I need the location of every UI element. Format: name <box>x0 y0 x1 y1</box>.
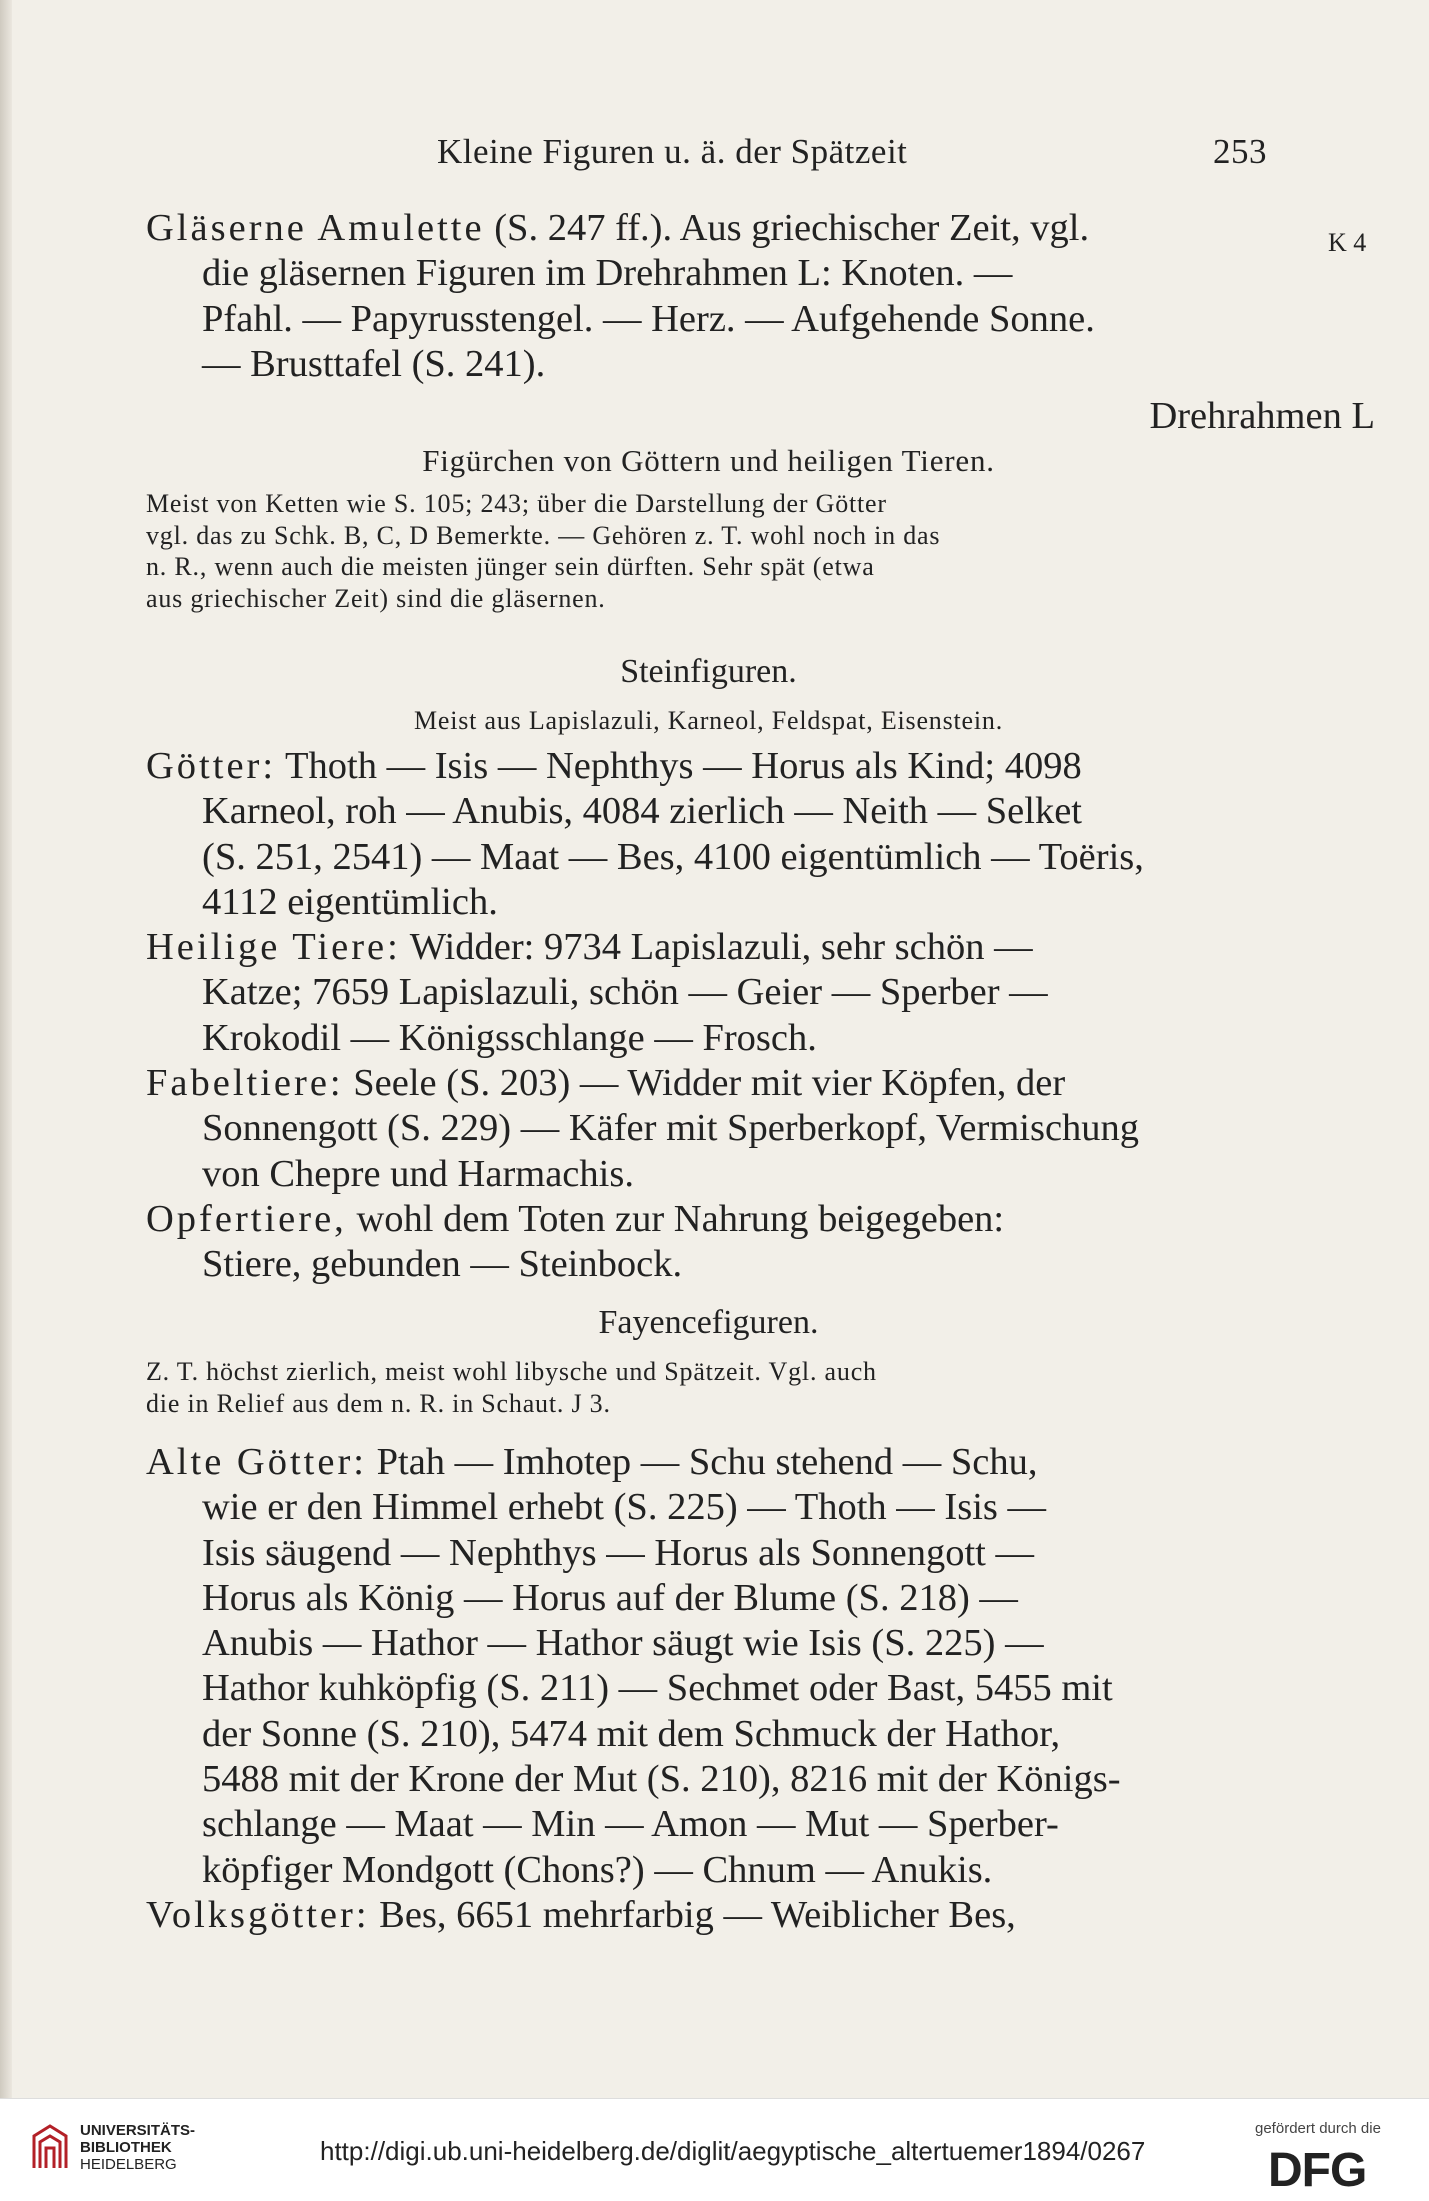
funded-by-text: gefördert durch die <box>1255 2120 1381 2137</box>
note-line: aus griechischer Zeit) sind die gläsernen. <box>146 583 606 613</box>
entry-text: Thoth — Isis — Nephthys — Horus als Kind; 4098 <box>276 745 1082 787</box>
entry-line: Karneol, roh — Anubis, 4084 zierlich — Neith — Selket <box>202 790 1082 833</box>
entry-line <box>146 744 1271 789</box>
entry-head: Gläserne Amulette <box>146 207 485 249</box>
library-name <box>80 2122 195 2173</box>
entry-text: Widder: 9734 Lapislazuli, sehr schön — <box>400 926 1033 969</box>
note-line: Meist von Ketten wie S. 105; 243; über die Darstellung der Götter <box>146 489 887 518</box>
entry-line: 4112 eigentümlich. <box>202 880 498 923</box>
entry-line: der Sonne (S. 210), 5474 mit dem Schmuck der Hathor, <box>202 1712 1061 1755</box>
section-glaeserne-amulette <box>146 206 1271 387</box>
entry-line: köpfiger Mondgott (Chons?) — Chnum — Anukis. <box>202 1848 993 1891</box>
entry-line: Hathor kuhköpfig (S. 211) — Sechmet oder Bast, 5455 mit <box>202 1667 1113 1710</box>
note-line: n. R., wenn auch die meisten jünger sein dürften. Sehr spät (etwa <box>146 552 875 581</box>
entry-line <box>146 1440 1271 1485</box>
entry-line: Stiere, gebunden — Steinbock. <box>202 1243 683 1286</box>
entry-line: Katze; 7659 Lapislazuli, schön — Geier — Sperber — <box>202 971 1048 1014</box>
entry-line: — Brusttafel (S. 241). <box>202 342 546 385</box>
entry-line: von Chepre und Harmachis. <box>202 1152 634 1195</box>
note-line: die in Relief aus dem n. R. in Schaut. J 3. <box>146 1388 611 1418</box>
library-name-line: BIBLIOTHEK <box>80 2139 172 2156</box>
entries-steinfiguren <box>146 744 1271 1288</box>
entries-fayencefiguren <box>146 1440 1271 1938</box>
heading-fayencefiguren: Fayencefiguren. <box>598 1304 819 1341</box>
entry-line <box>146 925 1271 970</box>
entry-line: Anubis — Hathor — Hathor säugt wie Isis (S. 225) — <box>202 1622 1044 1665</box>
entry-line: Isis säugend — Nephthys — Horus als Sonnengott — <box>202 1531 1034 1574</box>
entry-line: wie er den Himmel erhebt (S. 225) — Thoth — Isis — <box>202 1486 1047 1529</box>
entry-line: Sonnengott (S. 229) — Käfer mit Sperberkopf, Vermischung <box>202 1107 1140 1150</box>
entry-text: Bes, 6651 mehrfarbig — Weiblicher Bes, <box>369 1893 1016 1936</box>
entry-line <box>146 1197 1271 1242</box>
entry-line: Horus als König — Horus auf der Blume (S. 218) — <box>202 1576 1018 1619</box>
entry-line: 5488 mit der Krone der Mut (S. 210), 8216 mit der Königs- <box>202 1758 1121 1801</box>
library-name-line: UNIVERSITÄTS- <box>80 2122 196 2139</box>
entry-line <box>146 206 1271 251</box>
entry-text: wohl dem Toten zur Nahrung beigegeben: <box>346 1197 1005 1240</box>
entry-line <box>146 1061 1271 1106</box>
entry-head: Fabeltiere: <box>146 1062 344 1105</box>
entry-head: Götter: <box>146 745 277 787</box>
entry-line: Pfahl. — Papyrusstengel. — Herz. — Aufgehende Sonne. <box>202 297 1095 340</box>
entry-text: (S. 247 ff.). Aus griechischer Zeit, vgl. <box>484 207 1090 249</box>
entry-text: Seele (S. 203) — Widder mit vier Köpfen, der <box>343 1062 1066 1105</box>
entry-line: (S. 251, 2541) — Maat — Bes, 4100 eigentümlich — Toëris, <box>202 835 1144 878</box>
entry-head: Opfertiere, <box>146 1197 347 1240</box>
margin-note-k4: K 4 <box>1328 228 1367 257</box>
dfg-logo: DFG <box>1268 2144 1367 2197</box>
entry-line <box>146 1893 1271 1938</box>
entry-head: Alte Götter: <box>146 1441 367 1483</box>
note-line: vgl. das zu Schk. B, C, D Bemerkte. — Gehören z. T. wohl noch in das <box>146 520 941 550</box>
entry-text: Ptah — Imhotep — Schu stehend — Schu, <box>366 1441 1038 1483</box>
heading-steinfiguren: Steinfiguren. <box>620 653 797 690</box>
entry-head: Volksgötter: <box>146 1893 370 1936</box>
university-library-logo-icon <box>30 2122 70 2172</box>
permalink-url[interactable]: http://digi.ub.uni-heidelberg.de/diglit/aegyptische_altertuemer1894/0267 <box>320 2136 1146 2166</box>
note-fayencefiguren <box>146 1356 1271 1419</box>
entry-head: Heilige Tiere: <box>146 926 401 969</box>
entry-line: Krokodil — Königsschlange — Frosch. <box>202 1016 817 1059</box>
entry-line: schlange — Maat — Min — Amon — Mut — Sperber- <box>202 1803 1059 1846</box>
drehrahmen-label: Drehrahmen L <box>1149 395 1375 437</box>
page-number: 253 <box>1213 132 1267 171</box>
entry-line: die gläsernen Figuren im Drehrahmen L: Knoten. — <box>202 252 1013 295</box>
note-steinfiguren: Meist aus Lapislazuli, Karneol, Feldspat, Eisenstein. <box>413 706 1003 735</box>
running-title: Kleine Figuren u. ä. der Spätzeit <box>437 132 908 171</box>
note-figurchen <box>146 488 1271 614</box>
page-edge-shadow <box>0 0 12 2098</box>
heading-figurchen: Figürchen von Göttern und heiligen Tieren. <box>422 443 995 478</box>
note-line: Z. T. höchst zierlich, meist wohl libysche und Spätzeit. Vgl. auch <box>146 1357 877 1386</box>
library-name-line: HEIDELBERG <box>80 2156 177 2173</box>
